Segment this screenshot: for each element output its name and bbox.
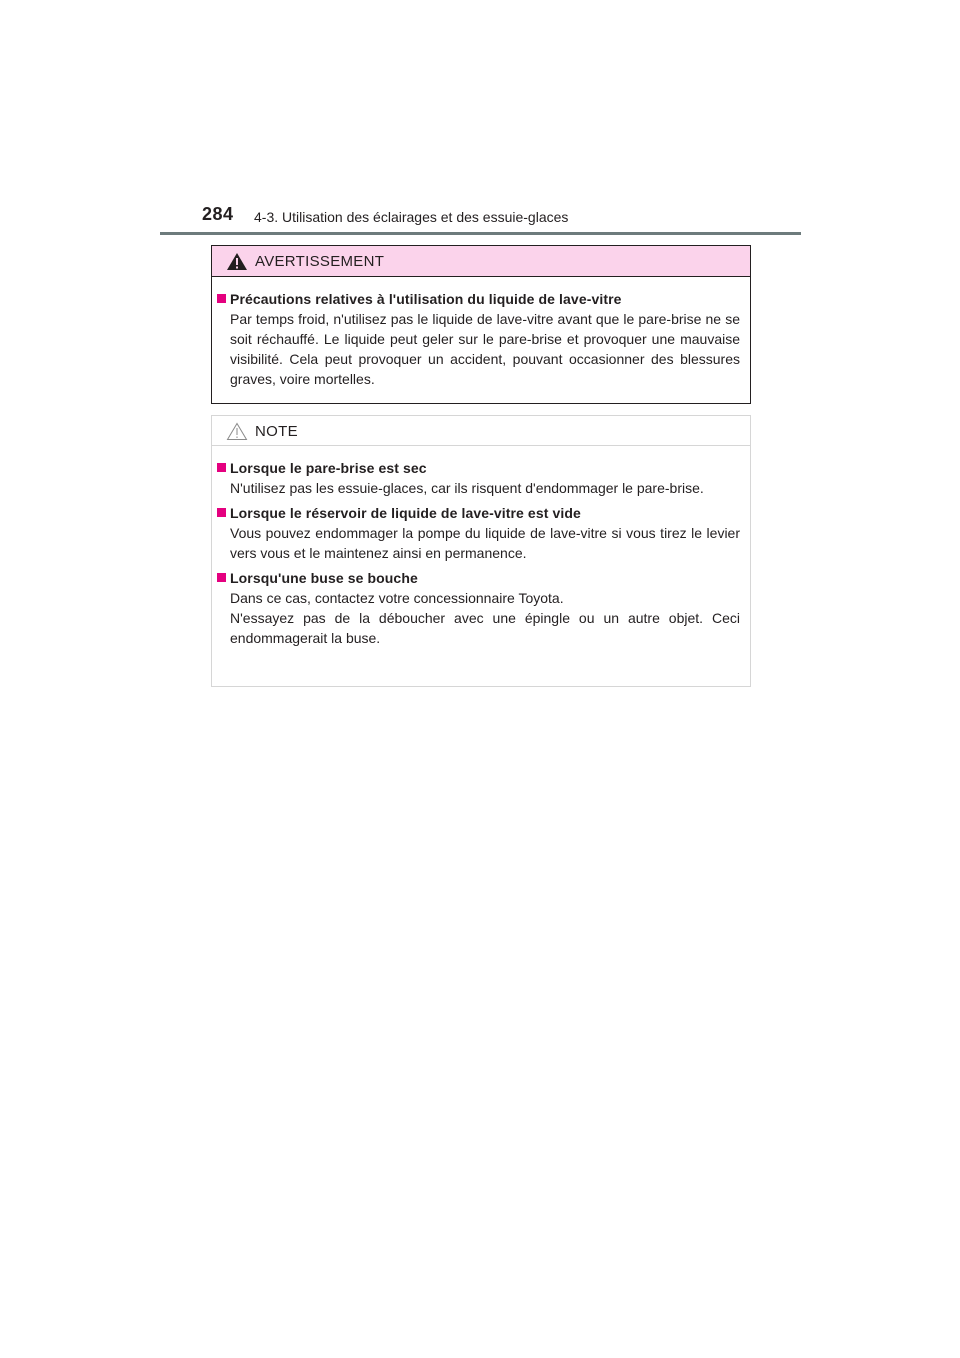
note-item-text <box>216 588 740 648</box>
note-item-title-text: Lorsque le pare-brise est sec <box>230 460 427 476</box>
note-item-title <box>216 503 740 523</box>
note-item-title-text: Lorsqu'une buse se bouche <box>230 570 418 586</box>
note-header <box>212 416 750 446</box>
note-item-paragraph: N'utilisez pas les essuie-glaces, car ils risquent d'endommager le pare-brise. <box>230 480 704 496</box>
square-bullet-icon <box>217 573 226 582</box>
caution-triangle-icon <box>226 422 248 441</box>
warning-item-title-text: Précautions relatives à l'utilisation du liquide de lave-vitre <box>230 291 622 307</box>
note-item-paragraph: Dans ce cas, contactez votre concessionnaire Toyota. <box>230 590 564 606</box>
square-bullet-icon <box>217 508 226 517</box>
warning-box <box>211 245 751 404</box>
section-title: 4-3. Utilisation des éclairages et des essuie-glaces <box>254 209 569 225</box>
note-item-title-text: Lorsque le réservoir de liquide de lave-vitre est vide <box>230 505 581 521</box>
note-item-title <box>216 568 740 588</box>
note-item-title <box>216 458 740 478</box>
warning-header <box>212 246 750 277</box>
warning-title: AVERTISSEMENT <box>255 253 385 270</box>
square-bullet-icon <box>217 463 226 472</box>
square-bullet-icon <box>217 294 226 303</box>
note-item-text <box>216 523 740 563</box>
warning-item-text <box>216 309 740 389</box>
page-header <box>160 200 801 234</box>
warning-body <box>212 277 750 389</box>
header-divider <box>160 232 801 235</box>
warning-item-title <box>216 289 740 309</box>
note-item-paragraph: Vous pouvez endommager la pompe du liquide de lave-vitre si vous tirez le levier vers vous et le maintenez ainsi en permanence. <box>230 525 740 561</box>
note-title: NOTE <box>255 423 298 440</box>
note-body <box>212 446 750 648</box>
note-item-paragraph: N'essayez pas de la déboucher avec une épingle ou un autre objet. Ceci endommagerait la buse. <box>230 610 740 646</box>
note-box <box>211 415 751 687</box>
note-item-text <box>216 478 740 498</box>
page-number: 284 <box>202 204 234 224</box>
warning-item-paragraph: Par temps froid, n'utilisez pas le liquide de lave-vitre avant que le pare-brise ne se soit réchauffé. Le liquide peut geler sur le pare-brise et provoquer une mauvaise visibilité. Cela peut provoquer un accident, pouvant occasionner des blessures graves, voire mortelles. <box>230 311 740 387</box>
warning-triangle-icon <box>226 252 248 271</box>
